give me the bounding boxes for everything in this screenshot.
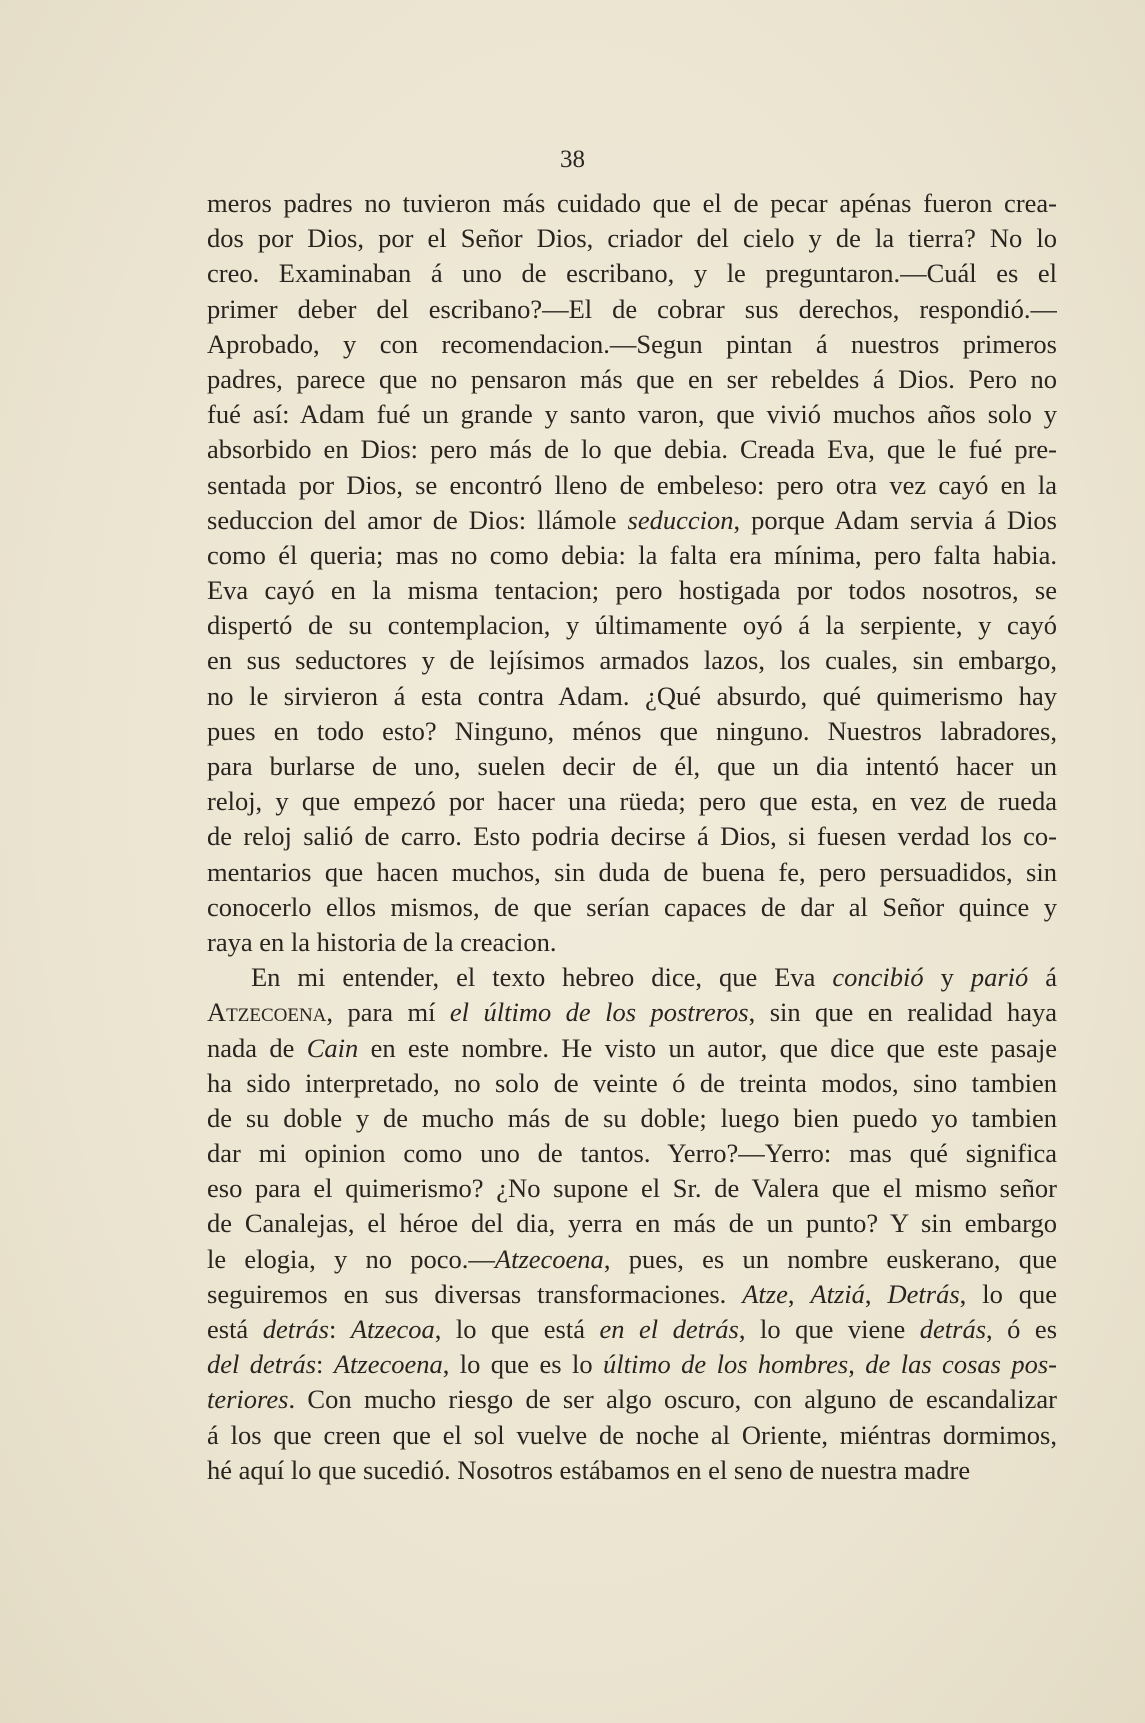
italic-text: en el detrás — [599, 1314, 739, 1344]
text-line — [207, 749, 1057, 784]
text-line — [207, 573, 1057, 608]
text-line — [207, 960, 1057, 995]
text-run: , — [787, 1278, 811, 1309]
text-run: En mi entender, el texto hebreo dice, que Eva — [251, 962, 833, 993]
italic-text: Cain — [306, 1032, 359, 1063]
text-run: dar mi opinion como uno de tantos. Yerro?—Yerro: mas qué significa — [207, 1138, 1057, 1169]
text-line — [207, 1418, 1057, 1453]
italic-text: detrás — [919, 1314, 987, 1344]
text-line — [207, 397, 1057, 432]
text-run: , lo que viene — [738, 1314, 920, 1344]
text-line — [207, 1382, 1057, 1417]
text-run: : — [328, 1314, 351, 1344]
text-run: eso para el quimerismo? ¿No supone el Sr. de Valera que el mismo señor — [207, 1173, 1057, 1204]
text-run: no le sirvieron á esta contra Adam. ¿Qué absurdo, qué quimerismo hay — [207, 680, 1057, 711]
text-line — [207, 362, 1057, 397]
text-run: , — [864, 1278, 888, 1309]
text-line — [207, 679, 1057, 714]
text-line — [207, 1136, 1057, 1171]
text-line — [207, 1312, 1057, 1347]
text-run: , para mí — [326, 997, 450, 1028]
text-run: dispertó de su contemplacion, y últimamente oyó á la serpiente, y cayó — [207, 610, 1057, 641]
text-line — [207, 186, 1057, 221]
italic-text: Atze — [742, 1278, 788, 1309]
text-run: sentada por Dios, se encontró lleno de embeleso: pero otra vez cayó en la — [207, 469, 1057, 500]
italic-text: Atzecoa — [350, 1314, 435, 1344]
text-run: como él queria; mas no como debia: la falta era mínima, pero falta habia. — [207, 539, 1057, 570]
text-line — [207, 819, 1057, 854]
text-line — [207, 1066, 1057, 1101]
text-run: fué así: Adam fué un grande y santo varon, que vivió muchos años solo y — [207, 399, 1057, 430]
text-run: meros padres no tuvieron más cuidado que el de pecar apénas fueron crea- — [207, 188, 1057, 218]
page-number: 38 — [560, 146, 585, 173]
text-line — [207, 292, 1057, 327]
text-line — [207, 995, 1057, 1030]
text-line — [207, 1242, 1057, 1277]
text-run: de Canalejas, el héroe del dia, yerra en más de un punto? Y sin embargo — [207, 1208, 1057, 1239]
text-line — [207, 327, 1057, 362]
text-run: primer deber del escribano?—El de cobrar sus derechos, respondió.— — [207, 293, 1057, 324]
text-run: Aprobado, y con recomendacion.—Segun pintan á nuestros primeros — [207, 328, 1057, 359]
italic-text: del detrás — [207, 1349, 317, 1380]
text-line — [207, 890, 1057, 925]
italic-text: Detrás — [887, 1278, 960, 1309]
text-run: ha sido interpretado, no solo de veinte ó de treinta modos, sino tambien — [207, 1067, 1057, 1098]
italic-text: el último de los postreros — [449, 997, 749, 1028]
text-line — [207, 1347, 1057, 1382]
text-run: de reloj salió de carro. Esto podria decirse á Dios, si fuesen verdad los co- — [207, 821, 1057, 852]
text-run: reloj, y que empezó por hacer una rüeda; pero que esta, en vez de rueda — [207, 786, 1057, 817]
text-run: , sin que en realidad haya — [748, 997, 1057, 1028]
italic-text: de las cosas pos- — [865, 1349, 1057, 1380]
text-line — [207, 468, 1057, 503]
text-line — [207, 643, 1057, 678]
text-run: , lo que — [959, 1278, 1057, 1309]
text-run: á los que creen que el sol vuelve de noche al Oriente, miéntras dormimos, — [207, 1419, 1057, 1450]
text-line — [207, 608, 1057, 643]
text-run: de su doble y de mucho más de su doble; luego bien puedo yo tambien — [207, 1102, 1057, 1133]
text-run: está — [207, 1314, 263, 1344]
text-line — [207, 714, 1057, 749]
text-run: nada de — [207, 1032, 307, 1063]
text-run: á — [1028, 962, 1057, 993]
italic-text: Atzecoena — [333, 1349, 443, 1380]
text-line — [207, 925, 1057, 960]
text-line — [207, 784, 1057, 819]
text-run: le elogia, y no poco.— — [207, 1243, 495, 1274]
text-run: , porque Adam servia á Dios — [733, 504, 1057, 535]
text-run: creo. Examinaban á uno de escribano, y le preguntaron.—Cuál es el — [207, 258, 1057, 289]
text-line — [207, 221, 1057, 256]
text-run: pues en todo esto? Ninguno, ménos que ninguno. Nuestros labradores, — [207, 715, 1057, 746]
text-run: hé aquí lo que sucedió. Nosotros estábamos en el seno de nuestra madre — [207, 1454, 971, 1485]
text-line — [207, 256, 1057, 291]
text-run: en este nombre. He visto un autor, que dice que este pasaje — [358, 1032, 1057, 1063]
text-run: . Con mucho riesgo de ser algo oscuro, con alguno de escandalizar — [288, 1384, 1057, 1415]
text-line — [207, 1171, 1057, 1206]
text-run: : — [316, 1349, 334, 1380]
text-line — [207, 1277, 1057, 1312]
text-run: y — [923, 962, 971, 993]
text-run: , ó es — [986, 1314, 1057, 1344]
text-run: , — [848, 1349, 866, 1380]
text-line — [207, 432, 1057, 467]
italic-text: Atziá — [810, 1278, 865, 1309]
italic-text: Atzecoena — [494, 1243, 604, 1274]
text-run: , lo que es lo — [442, 1349, 604, 1380]
text-run: mentarios que hacen muchos, sin duda de buena fe, pero persuadidos, sin — [207, 856, 1057, 887]
text-run: dos por Dios, por el Señor Dios, criador del cielo y de la tierra? No lo — [207, 223, 1057, 254]
text-run: seguiremos en sus diversas transformaciones. — [207, 1278, 743, 1309]
text-run: en sus seductores y de lejísimos armados lazos, los cuales, sin embargo, — [207, 645, 1057, 676]
text-line — [207, 855, 1057, 890]
italic-text: detrás — [262, 1314, 329, 1344]
italic-text: último de los hombres — [603, 1349, 849, 1380]
text-run: , pues, es un nombre euskerano, que — [603, 1243, 1057, 1274]
italic-text: teriores — [207, 1384, 289, 1415]
text-run: , lo que está — [434, 1314, 600, 1344]
text-line — [207, 503, 1057, 538]
text-line — [207, 1031, 1057, 1066]
italic-text: seduccion — [627, 504, 734, 535]
text-run: absorbido en Dios: pero más de lo que debia. Creada Eva, que le fué pre- — [207, 434, 1057, 465]
text-line — [207, 1206, 1057, 1241]
text-run: conocerlo ellos mismos, de que serían capaces de dar al Señor quince y — [207, 891, 1057, 922]
text-run: raya en la historia de la creacion. — [207, 926, 557, 957]
body-text — [207, 186, 1057, 1488]
small-caps-text: Atzecoena — [207, 997, 327, 1028]
text-run: padres, parece que no pensaron más que en ser rebeldes á Dios. Pero no — [207, 363, 1057, 394]
text-run: Eva cayó en la misma tentacion; pero hostigada por todos nosotros, se — [207, 575, 1057, 606]
text-line — [207, 1101, 1057, 1136]
italic-text: concibió — [832, 962, 924, 993]
italic-text: parió — [970, 962, 1029, 993]
text-line — [207, 1453, 1057, 1488]
text-run: para burlarse de uno, suelen decir de él, que un dia intentó hacer un — [207, 751, 1057, 781]
text-run: seduccion del amor de Dios: llámole — [207, 504, 628, 535]
text-line — [207, 538, 1057, 573]
